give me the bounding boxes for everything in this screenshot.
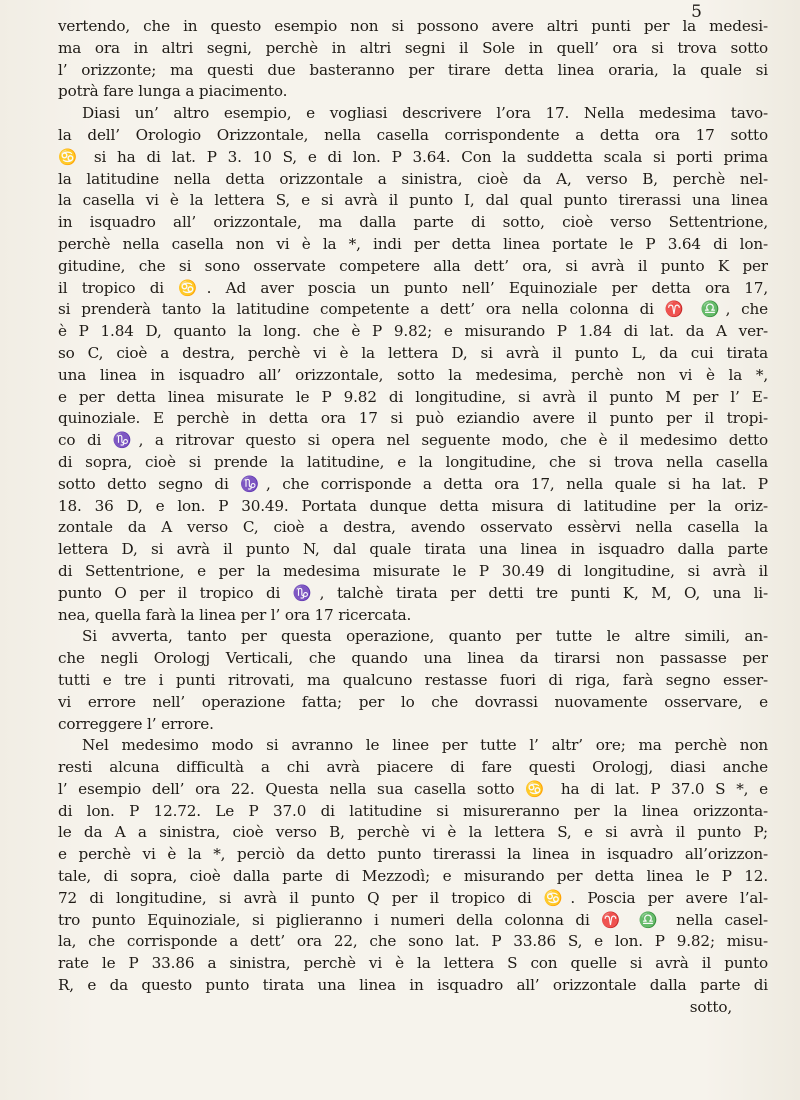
text-line: so C, cioè a destra, perchè vi è la lettera D, si avrà il punto L, da cui tirata [58, 343, 768, 362]
text-line: e perchè vi è la *, perciò da detto punto tirerassi la linea in isquadro all’orizzon- [58, 845, 768, 864]
text-line: l’ esempio dell’ ora 22. Questa nella sua casella sotto ♋ ha di lat. P 37.0 S *, e [58, 779, 768, 798]
text-line: 18. 36 D, e lon. P 30.49. Portata dunque detta misura di latitudine per la oriz- [58, 496, 768, 515]
text-line: la latitudine nella detta orizzontale a sinistra, cioè da A, verso B, perchè nel- [58, 169, 768, 188]
text-line: Nel medesimo modo si avranno le linee per tutte l’ altr’ ore; ma perchè non [82, 736, 768, 755]
text-line: si prenderà tanto la latitudine competente a dett’ ora nella colonna di ♈ ♎, che [58, 300, 768, 319]
text-line: zontale da A verso C, cioè a destra, avendo osservato essèrvi nella casella la [58, 518, 768, 537]
text-line: il tropico di ♋. Ad aver poscia un punto nell’ Equinoziale per detta ora 17, [58, 278, 768, 297]
body-text [58, 16, 768, 1019]
text-line: R, e da questo punto tirata una linea in isquadro all’ orizzontale dalla parte di [58, 976, 768, 995]
text-line: la dell’ Orologio Orizzontale, nella casella corrispondente a detta ora 17 sotto [58, 125, 768, 144]
text-line: nea, quella farà la linea per l’ ora 17 ricercata. [58, 605, 412, 624]
text-line: che negli Orologj Verticali, che quando una linea da tirarsi non passasse per [58, 649, 768, 668]
text-line: vi errore nell’ operazione fatta; per lo che dovrassi nuovamente osservare, e [58, 692, 768, 711]
text-line: ma ora in altri segni, perchè in altri segni il Sole in quell’ ora si trova sotto [58, 38, 768, 57]
text-line: sotto detto segno di ♑, che corrisponde a detta ora 17, nella quale si ha lat. P [58, 474, 768, 493]
text-line: lettera D, si avrà il punto N, dal quale tirata una linea in isquadro dalla parte [58, 540, 768, 559]
text-line: l’ orizzonte; ma questi due basteranno per tirare detta linea oraria, la quale si [58, 60, 768, 79]
text-line: rate le P 33.86 a sinistra, perchè vi è la lettera S con quelle si avrà il punto [58, 954, 768, 973]
text-line: di lon. P 12.72. Le P 37.0 di latitudine si misureranno per la linea orizzonta- [58, 801, 768, 820]
text-line: in isquadro all’ orizzontale, ma dalla parte di sotto, cioè verso Settentrione, [58, 213, 768, 232]
text-line: e per detta linea misurate le P 9.82 di longitudine, si avrà il punto M per l’ E- [58, 387, 768, 406]
text-line: di sopra, cioè si prende la latitudine, e la longitudine, che si trova nella casella [58, 452, 768, 471]
text-line: la casella vi è la lettera S, e si avrà il punto I, dal qual punto tirerassi una linea [58, 191, 768, 210]
text-line: punto O per il tropico di ♑, talchè tirata per detti tre punti K, M, O, una li- [58, 583, 768, 602]
text-line: è P 1.84 D, quanto la long. che è P 9.82; e misurando P 1.84 di lat. da A ver- [58, 322, 768, 341]
text-line: vertendo, che in questo esempio non si possono avere altri punti per la medesi- [58, 17, 768, 35]
text-line: una linea in isquadro all’ orizzontale, sotto la medesima, perchè non vi è la *, [58, 365, 768, 384]
text-line: 72 di longitudine, si avrà il punto Q per il tropico di ♋. Poscia per avere l’al- [58, 888, 768, 907]
text-line: Si avverta, tanto per questa operazione, quanto per tutte le altre simili, an- [82, 627, 768, 646]
text-line: ♋ si ha di lat. P 3. 10 S, e di lon. P 3.64. Con la suddetta scala si porti prima [58, 147, 768, 166]
text-line: Diasi un’ altro esempio, e vogliasi descrivere l’ora 17. Nella medesima tavo- [82, 104, 768, 123]
text-line: tutti e tre i punti ritrovati, ma qualcuno restasse fuori di riga, farà segno esser- [58, 670, 768, 689]
text-line: potrà fare lunga a piacimento. [58, 82, 288, 101]
text-line: quinoziale. E perchè in detta ora 17 si può eziandio avere il punto per il tropi- [58, 409, 768, 428]
text-line: tro punto Equinoziale, si piglieranno i numeri della colonna di ♈ ♎ nella casel- [58, 910, 768, 929]
catchword: sotto, [689, 997, 732, 1016]
page-number: 5 [691, 2, 702, 22]
text-line: le da A a sinistra, cioè verso B, perchè vi è la lettera S, e si avrà il punto P; [58, 823, 768, 842]
text-line: la, che corrisponde a dett’ ora 22, che sono lat. P 33.86 S, e lon. P 9.82; misu- [58, 932, 768, 951]
text-line: resti alcuna difficultà a chi avrà piacere di fare questi Orologj, diasi anche [58, 758, 768, 777]
text-line: di Settentrione, e per la medesima misurate le P 30.49 di longitudine, si avrà il [58, 561, 768, 580]
text-line: tale, di sopra, cioè dalla parte di Mezzodì; e misurando per detta linea le P 12. [58, 867, 768, 886]
text-line: correggere l’ errore. [58, 714, 214, 733]
text-line: gitudine, che si sono osservate competere alla dett’ ora, si avrà il punto K per [58, 256, 768, 275]
text-line: co di ♑, a ritrovar questo si opera nel seguente modo, che è il medesimo detto [58, 431, 768, 450]
text-line: perchè nella casella non vi è la *, indi per detta linea portate le P 3.64 di lon- [58, 234, 768, 253]
